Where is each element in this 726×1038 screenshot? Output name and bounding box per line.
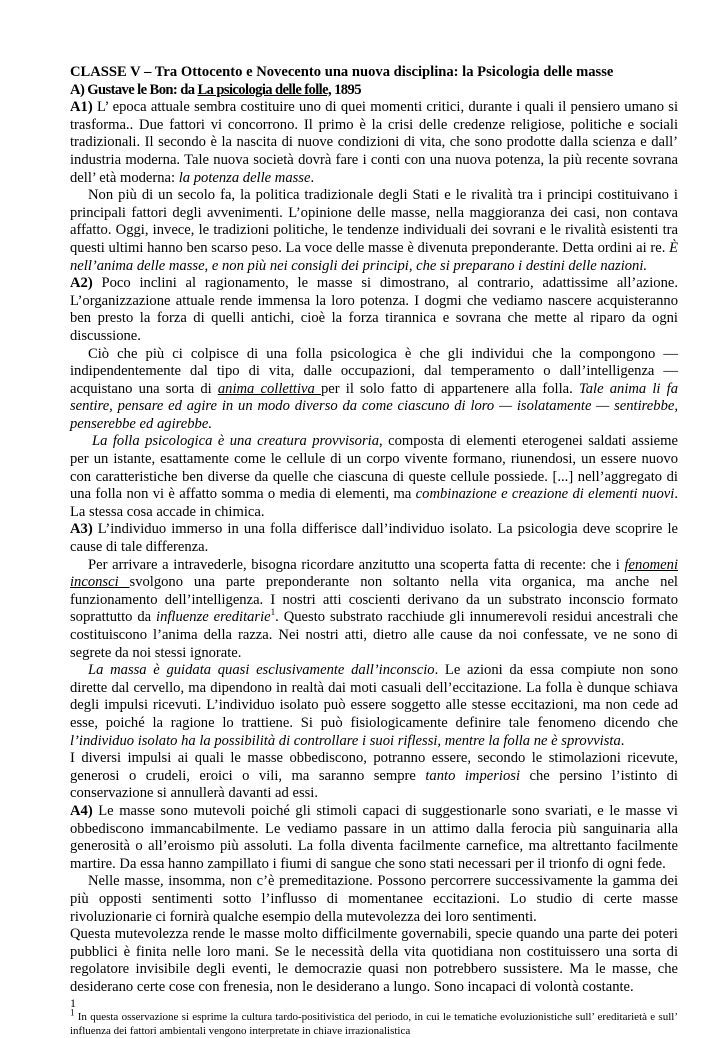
- footnote-separator-number: 1: [70, 996, 76, 1011]
- paragraph-text: che persino l’istinto di conservazione si annullerà davanti ad essi.: [70, 767, 678, 802]
- section-label-a2: A2): [70, 275, 93, 292]
- italic-underlined-text: fenomeni inconsci: [70, 556, 678, 591]
- paragraph-text: Nelle masse, insomma, non c’è premeditazione. Possono percorrere successivamente la gamma dei più opposti sentimenti sotto l’influsso di momentanee eccitazioni. Lo studio di certe masse rivoluzionarie ci fornirà qualche esempio della mutevolezza dei loro sentimenti.: [70, 873, 678, 925]
- paragraph-a3-4: [70, 750, 678, 803]
- section-label-a3: A3): [70, 521, 93, 538]
- footnote: [70, 1007, 678, 1038]
- italic-underlined-text: anima collettiva: [217, 380, 321, 397]
- paragraph-a1: [70, 99, 678, 187]
- section-label-a1: A1): [70, 99, 93, 116]
- paragraph-a2: [70, 275, 678, 345]
- subtitle-author: A) Gustave le Bon: da: [70, 81, 198, 98]
- paragraph-text: L’ epoca attuale sembra costituire uno di quei momenti critici, durante i quali il pensiero umano si trasforma.. Due fattori vi concorrono. Il primo è la crisi delle credenze religiose, politiche e sociali tradizionali. Il secondo è la nascita di nuove condizioni di vita, che sono prodotte dalla scienza e dall’ industria moderna. Tale nuova società dovrà fare i conti con una nuova potenza, la più recente sovrana dell’ età moderna:: [70, 99, 678, 186]
- paragraph-text: Poco inclini al ragionamento, le masse si dimostrano, al contrario, adattissime all’azione. L’organizzazione attuale rende immensa la loro potenza. I dogmi che vediamo nascere acquisteranno ben presto la forza di quelli antichi, cioè la forza tirannica e sovrana che mette al riparo da ogni discussione.: [70, 275, 678, 344]
- paragraph-a1-2: [70, 187, 678, 275]
- book-title: La psicologia delle folle,: [197, 81, 332, 98]
- document-title: CLASSE V – Tra Ottocento e Novecento una nuova disciplina: la Psicologia delle masse: [70, 64, 614, 80]
- paragraph-text: per il solo fatto di appartenere alla folla.: [320, 380, 579, 397]
- paragraph-text: L’individuo immerso in una folla differisce dall’individuo isolato. La psicologia deve scoprire le cause di tale differenza.: [70, 521, 678, 556]
- footnote-number: 1: [70, 1007, 75, 1018]
- italic-text: la potenza delle masse: [178, 169, 311, 186]
- italic-text: tanto imperiosi: [425, 767, 521, 784]
- paragraph-text: Le masse sono mutevoli poiché gli stimoli capaci di suggestionarle sono svariati, e le masse vi obbediscono immancabilmente. Le vediamo passare in un attimo dalla ferocia più sanguinaria alla generosità o all’eroismo più assoluti. La folla diventa facilmente carnefice, ma altrettanto facilmente martire. Da essa hanno zampillato i fiumi di sangue che sono stati necessari per il trionfo di ogni fede.: [70, 802, 678, 872]
- paragraph-a2-2: [70, 346, 678, 434]
- italic-text: La folla psicologica è una creatura provvisoria: [92, 433, 380, 450]
- paragraph-a3-2: [70, 557, 678, 663]
- paragraph-a4: [70, 803, 678, 873]
- italic-text: La massa è guidata quasi esclusivamente dall’inconscio: [88, 662, 435, 679]
- paragraph-text: Non più di un secolo fa, la politica tradizionale degli Stati e le rivalità tra i principi costituivano i principali fattori degli avvenimenti. L’opinione delle masse, nella maggioranza dei casi, non contava affatto. Oggi, invece, le tradizioni politiche, le tendenze individuali dei sovrani e le rivalità esistenti tra questi ultimi hanno ben scarso peso. La voce delle masse è divenuta preponderante. Detta ordini ai re.: [70, 187, 678, 256]
- footnote-reference: 1: [270, 607, 276, 618]
- paragraph-a2-3: [70, 433, 678, 521]
- paragraph-text: , composta di elementi eterogenei saldati assieme per un istante, esattamente come le cellule di un corpo vivente formano, riunendosi, un essere nuovo con caratteristiche ben diverse da quelle che ciascuna di queste cellule possiede. [...] nell’aggregato di una folla non vi è affatto somma o media di elementi, ma: [70, 433, 678, 503]
- book-year: 1895: [331, 81, 361, 98]
- paragraph-text: Questa mutevolezza rende le masse molto difficilmente governabili, specie quando una parte dei poteri pubblici è finita nelle loro mani. Se le necessità della vita quotidiana non costituissero una sorta di regolatore invisibile degli eventi, le democrazie quasi non potrebbero sussistere. Ma le masse, che desiderano certe cose con frenesia, non le desiderano a lungo. Sono incapaci di volontà costante.: [70, 926, 678, 995]
- paragraph-a4-2: [70, 873, 678, 926]
- paragraph-text: Per arrivare a intravederle, bisogna ricordare anzitutto una scoperta fatta di recente: che i: [88, 556, 625, 573]
- paragraph-text: I diversi impulsi ai quali le masse obbediscono, potranno essere, secondo le stimolazioni ricevute, generosi o crudeli, eroici o vili, ma saranno sempre: [70, 750, 678, 784]
- paragraph-a4-3: [70, 926, 678, 996]
- italic-text: combinazione e creazione di elementi nuovi: [415, 486, 675, 503]
- paragraph-text: .: [310, 169, 315, 186]
- italic-text: l’individuo isolato ha la possibilità di controllare i suoi riflessi, mentre la folla ne è sprovvista: [70, 732, 621, 749]
- italic-text: Tale anima li fa sentire, pensare ed agire in un modo diverso da come ciascuno di loro — isolatamente — sentirebbe, penserebbe ed agirebbe.: [70, 380, 678, 432]
- section-label-a4: A4): [70, 802, 93, 819]
- italic-text: È nell’anima delle masse, e non più nei consigli dei principi, che si preparano i destini delle nazioni.: [70, 239, 678, 274]
- paragraph-a3-3: [70, 662, 678, 750]
- italic-text: influenze ereditarie: [156, 609, 271, 626]
- document-page: [70, 64, 678, 1038]
- section-subtitle: [70, 82, 678, 100]
- paragraph-text: Ciò che più ci colpisce di una folla psicologica è che gli individui che la compongono — indipendentemente dal tipo di vita, dalle occupazioni, dal temperamento o dall’intelligenza — acquistano una sorta di: [70, 345, 678, 397]
- paragraph-text: . Questo substrato racchiude gli innumerevoli residui ancestrali che costituiscono l’anima della razza. Nei nostri atti, dietro alle cause da noi confessate, ve ne sono di segrete da noi stessi ignorate.: [70, 609, 678, 661]
- paragraph-text: .: [620, 732, 625, 749]
- paragraph-text: svolgono una parte preponderante non soltanto nella vita organica, ma anche nel funzionamento dell’intelligenza. I nostri atti coscienti derivano da un substrato inconscio formato soprattutto da: [70, 574, 678, 626]
- paragraph-a3: [70, 521, 678, 556]
- paragraph-text: . La stessa cosa accade in chimica.: [70, 486, 678, 520]
- paragraph-text: . Le azioni da essa compiute non sono dirette dal cervello, ma dipendono in realtà dai moti casuali dell’eccitazione. La folla è dunque schiava degli impulsi ricevuti. L’individuo isolato può essere soggetto alle stesse eccitazioni, ma non cede ad esse, poiché la ragione lo trattiene. Si può fisiologicamente definire tale fenomeno dicendo che: [70, 662, 678, 731]
- footnote-text: In questa osservazione si esprime la cultura tardo-positivistica del periodo, in cui le tematiche evoluzionistiche sull’ ereditarietà e sull’ influenza dei fattori ambientali vengono interpretate in chiave irrazionalistica: [70, 1011, 678, 1038]
